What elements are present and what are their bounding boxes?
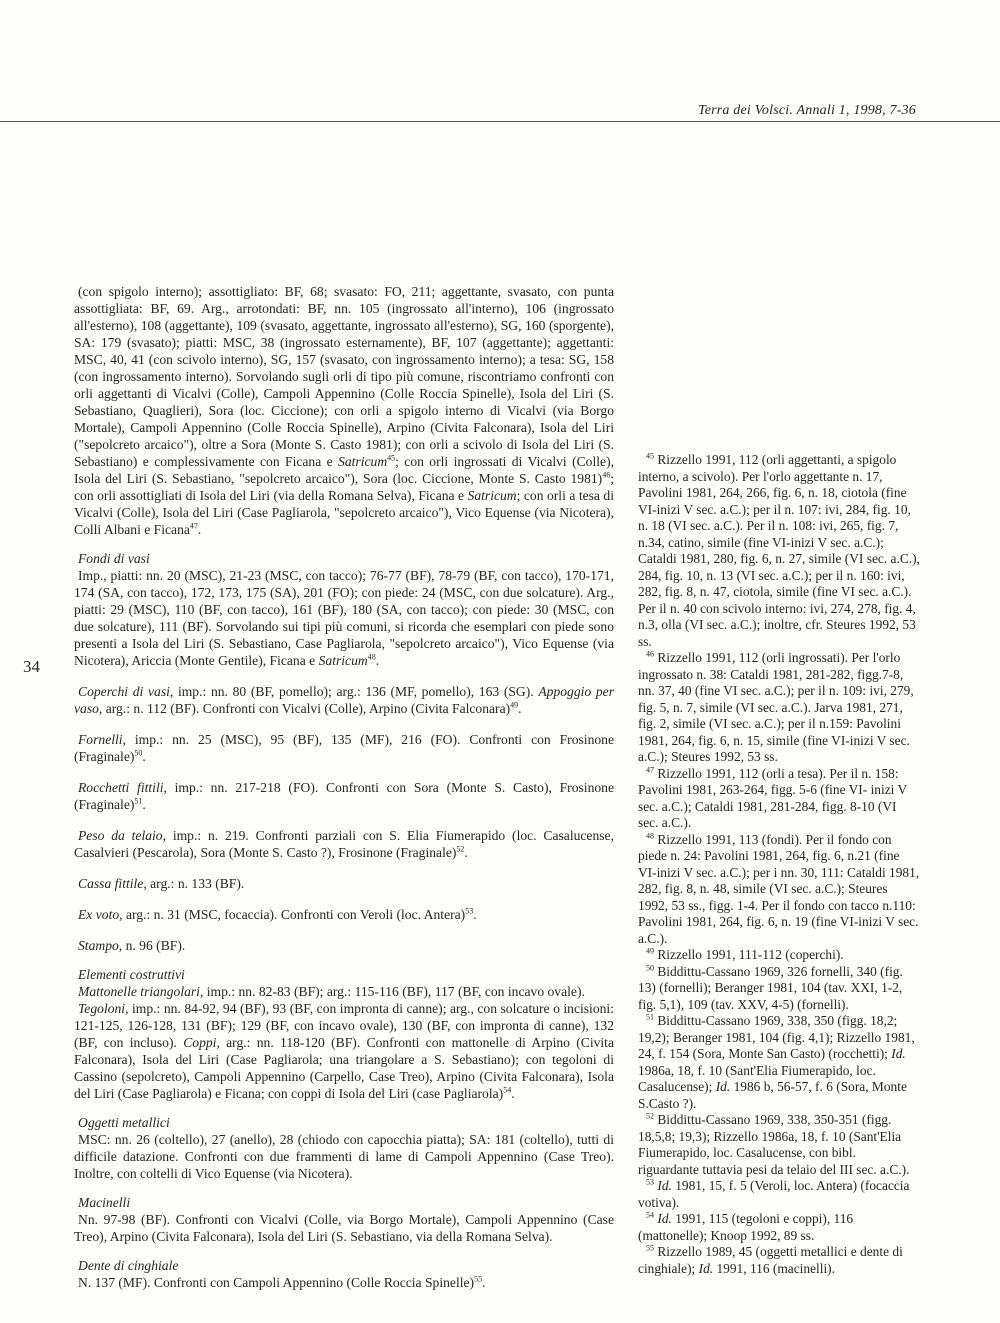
footnotes-column bbox=[638, 452, 920, 1277]
paragraph-macinelli: Nn. 97-98 (BF). Confronti con Vicalvi (Colle, via Borgo Mortale), Campoli Appennino (Case Treo), Arpino (Civita Falconara), Isola del Liri (S. Sebastiano, via della Romana Selva). bbox=[74, 1212, 614, 1244]
footnote-50: $^{50}$ Biddittu-Cassano 1969, 326 fornelli, 340 (fig. 13) (fornelli); Beranger 1981, 104 (tav. XXI, 1-2, fig. 5,1), 109 (tav. XXV, 4-5) (fornelli). bbox=[638, 963, 903, 1012]
paragraph-peso: Peso da telaio, imp.: n. 219. Confronti parziali con S. Elia Fiumerapido (loc. Casalucense, Casalvieri (Pescarola), Sora (Monte S. Casto ?), Frosinone (Fraginale)$^{52}$. bbox=[74, 828, 614, 860]
footnote-54: $^{54}$ Id. 1991, 115 (tegoloni e coppi), 116 (mattonelle); Knoop 1992, 89 ss. bbox=[638, 1210, 854, 1243]
footnote-52: $^{52}$ Biddittu-Cassano 1969, 338, 350-351 (figg. 18,5,8; 19,3); Rizzello 1986a, 18, f. 10 (Sant'Elia Fiumerapido, loc. Casalucense, con bibl. riguardante tuttavia pesi da telaio del III sec. a.C.). bbox=[638, 1111, 910, 1177]
paragraph-orli: (con spigolo interno); assottigliato: BF, 68; svasato: FO, 211; aggettante, svasato, con punta assottigliata: BF, 69. Arg., arrotondati: BF, nn. 105 (ingrossato all'interno), 106 (ingrossato all'esterno), 108 (aggettante), 109 (svasato, aggettante, ingrossato all'esterno), SG, 160 (sporgente), SA: 179 (svasato); piatti: MSC, 38 (ingrossato esternamente), BF, 107 (aggettante); aggettanti: MSC, 40, 41 (con scivolo interno), SG, 157 (svasato, con ingrossamento interno); a tesa: SG, 158 (con ingrossamento interno). Sorvolando sugli orli di tipo più comune, riscontriamo confronti con orli aggettanti di Vicalvi (Colle), Campoli Appennino (Colle Roccia Spinelle), Isola del Liri (S. Sebastiano, Quaglieri), Sora (loc. Ciccione); con orli a spigolo interno di Vicalvi (via Borgo Mortale), Campoli Appennino (Colle Roccia Spinelle), Arpino (Civita Falconara), Isola del Liri ("sepolcreto arcaico"), oltre a Sora (Monte S. Casto 1981); con orli a scivolo di Isola del Liri (S. Sebastiano) e complessivamente con Ficana e Satricum$^{45}$; con orli ingrossati di Vicalvi (Colle), Isola del Liri (S. Sebastiano, "sepolcreto arcaico"), Sora (loc. Ciccione, Monte S. Casto 1981)$^{46}$; con orli assottigliati di Isola del Liri (via della Romana Selva), Ficana e Satricum; con orli a tesa di Vicalvi (Colle), Isola del Liri (Case Pagliarola, "sepolcreto arcaico"), Vico Equense (via Nicotera), Colli Albani e Ficana$^{47}$. bbox=[74, 284, 614, 537]
paragraph-coperchi: Coperchi di vasi, imp.: nn. 80 (BF, pomello); arg.: 136 (MF, pomello), 163 (SG). Appoggio per vaso, arg.: n. 112 (BF). Confronti con Vicalvi (Colle), Arpino (Civita Falconara)$^{49}$. bbox=[74, 684, 614, 716]
running-head: Terra dei Volsci. Annali 1, 1998, 7-36 bbox=[698, 103, 916, 118]
footnote-46: $^{46}$ Rizzello 1991, 112 (orli ingrossati). Per l'orlo ingrossato n. 38: Cataldi 1981, 281-282, figg.7-8, nn. 37, 40 (fine VI sec. a.C.); per il n. 109: ivi, 279, fig. 5, n. 7, simile (VI sec. a.C.). Jarva 1981, 271, fig. 2, simile (VI sec. a.C.); per il n.159: Pavolini 1981, 264, fig. 6, n. 15, simile (fine VI-inizi V sec. a.C.); Steures 1992, 53 ss. bbox=[638, 649, 914, 764]
paragraph-oggetti: MSC: nn. 26 (coltello), 27 (anello), 28 (chiodo con capocchia piatta); SA: 181 (coltello), tutti di difficile datazione. Confronti con due frammenti di lame di Campoli Appennino (Case Treo). Inoltre, con coltelli di Vico Equense (via Nicotera). bbox=[74, 1132, 614, 1181]
paragraph-fondi: Imp., piatti: nn. 20 (MSC), 21-23 (MSC, con tacco); 76-77 (BF), 78-79 (BF, con tacco), 170-171, 174 (SA, con tacco), 172, 173, 175 (SA), 201 (FO); con piede: 24 (MSC, con due solcature). Arg., piatti: 29 (MSC), 110 (BF, con tacco), 161 (BF), 180 (SA, con tacco); con piede: 30 (MSC, con due solcature), 111 (BF). Sorvolando sui tipi più comuni, si ricorda che esemplari con piede sono presenti a Isola del Liri (S. Sebastiano, Case Pagliarola, "sepolcreto arcaico"), Vico Equense (via Nicotera), Ariccia (Monte Gentile), Ficana e Satricum$^{48}$. bbox=[74, 568, 614, 668]
header-rule bbox=[0, 121, 1000, 122]
paragraph-fornelli: Fornelli, imp.: nn. 25 (MSC), 95 (BF), 135 (MF), 216 (FO). Confronti con Frosinone (Fraginale)$^{50}$. bbox=[74, 732, 614, 764]
footnote-48: $^{48}$ Rizzello 1991, 113 (fondi). Per il fondo con piede n. 24: Pavolini 1981, 264, fig. 6, n.21 (fine VI-inizi V sec. a.C.); per i nn. 30, 111: Cataldi 1981, 282, fig. 8, n. 48, simile (VI sec. a.C.); Steures 1992, 53 ss., figg. 1-4. Per il fondo con tacco n.110: Pavolini 1981, 264, fig. 6, n. 19 (fine VI-inizi V sec. a.C.). bbox=[638, 831, 920, 946]
section-title-fondi: Fondi di vasi bbox=[78, 551, 150, 566]
section-title-elementi: Elementi costruttivi bbox=[78, 967, 185, 982]
footnote-49: $^{49}$ Rizzello 1991, 111-112 (coperchi). bbox=[646, 946, 844, 962]
paragraph-cassa: Cassa fittile, arg.: n. 133 (BF). bbox=[78, 876, 245, 891]
paragraph-tegoloni: Tegoloni, imp.: nn. 84-92, 94 (BF), 93 (BF, con impronta di canne); arg., con solcature o incisioni: 121-125, 126-128, 131 (BF); 129 (BF, con incavo ovale), 130 (BF, con impronta di canne), 132 (BF, con incluso). Coppi, arg.: nn. 118-120 (BF). Confronti con mattonelle di Arpino (Civita Falconara), Isola del Liri (Case Pagliarola; una triangolare a S. Sebastiano); con tegoloni di Cassino (sepolcreto), Campoli Appennino (Carpello, Case Treo), Arpino (Civita Falconara), Isola del Liri (Case Pagliarola) e Ficana; con coppi di Isola del Liri (case Pagliarola)$^{54}$. bbox=[74, 1001, 614, 1101]
section-title-macinelli: Macinelli bbox=[78, 1195, 131, 1210]
paragraph-dente: N. 137 (MF). Confronti con Campoli Appennino (Colle Roccia Spinelle)$^{55}$. bbox=[78, 1274, 486, 1290]
footnote-47: $^{47}$ Rizzello 1991, 112 (orli a tesa). Per il n. 158: Pavolini 1981, 263-264, figg. 5-6 (fine VI- inizi V sec. a.C.); Cataldi 1981, 281-284, figg. 8-10 (VI sec. a.C.). bbox=[638, 765, 907, 830]
section-title-dente: Dente di cinghiale bbox=[78, 1258, 179, 1273]
paragraph-rocchetti: Rocchetti fittili, imp.: nn. 217-218 (FO). Confronti con Sora (Monte S. Casto), Frosinone (Fraginale)$^{51}$. bbox=[74, 780, 614, 812]
paragraph-exvoto: Ex voto, arg.: n. 31 (MSC, focaccia). Confronti con Veroli (loc. Antera)$^{53}$. bbox=[78, 906, 477, 922]
section-title-oggetti: Oggetti metallici bbox=[78, 1115, 170, 1130]
footnote-53: $^{53}$ Id. 1981, 15, f. 5 (Veroli, loc. Antera) (focaccia votiva). bbox=[638, 1177, 910, 1210]
footnote-55: $^{55}$ Rizzello 1989, 45 (oggetti metallici e dente di cinghiale); Id. 1991, 116 (macinelli). bbox=[638, 1243, 903, 1276]
page-number: 34 bbox=[23, 657, 40, 676]
footnote-45: $^{45}$ Rizzello 1991, 112 (orli aggettanti, a spigolo interno, a scivolo). Per l'orlo aggettante n. 17, Pavolini 1981, 264, 266, fig. 6, n. 18, ciotola (fine VI-inizi V sec. a.C.); per il n. 107: ivi, 284, fig. 10, n. 18 (VI sec. a.C.). Per il n. 108: ivi, 265, fig. 7, n.34, catino, simile (fine VI-inizi V sec. a.C.); Cataldi 1981, 280, fig. 6, n. 27, simile (VI sec. a.C.), 284, fig. 10, n. 13 (VI sec. a.C.); per il n. 160: ivi, 282, fig. 8, n. 47, ciotola, simile (fine VI sec. a.C.). Per il n. 40 con scivolo interno: ivi, 274, 278, fig. 4, n.3, olla (VI sec. a.C.); inoltre, cfr. Steures 1992, 53 ss. bbox=[638, 451, 920, 649]
footnote-51: $^{51}$ Biddittu-Cassano 1969, 338, 350 (figg. 18,2; 19,2); Beranger 1981, 104 (fig. 4,1); Rizzello 1981, 24, f. 154 (Sora, Monte San Casto) (rocchetti); Id. 1986a, 18, f. 10 (Sant'Elia Fiumerapido, loc. Casalucense); Id. 1986 b, 56-57, f. 6 (Sora, Monte S.Casto ?). bbox=[638, 1012, 915, 1111]
main-text-column bbox=[74, 283, 614, 1291]
paragraph-mattonelle: Mattonelle triangolari, imp.: nn. 82-83 (BF); arg.: 115-116 (BF), 117 (BF, con incavo ovale). bbox=[78, 984, 585, 999]
paragraph-stampo: Stampo, n. 96 (BF). bbox=[78, 938, 186, 953]
